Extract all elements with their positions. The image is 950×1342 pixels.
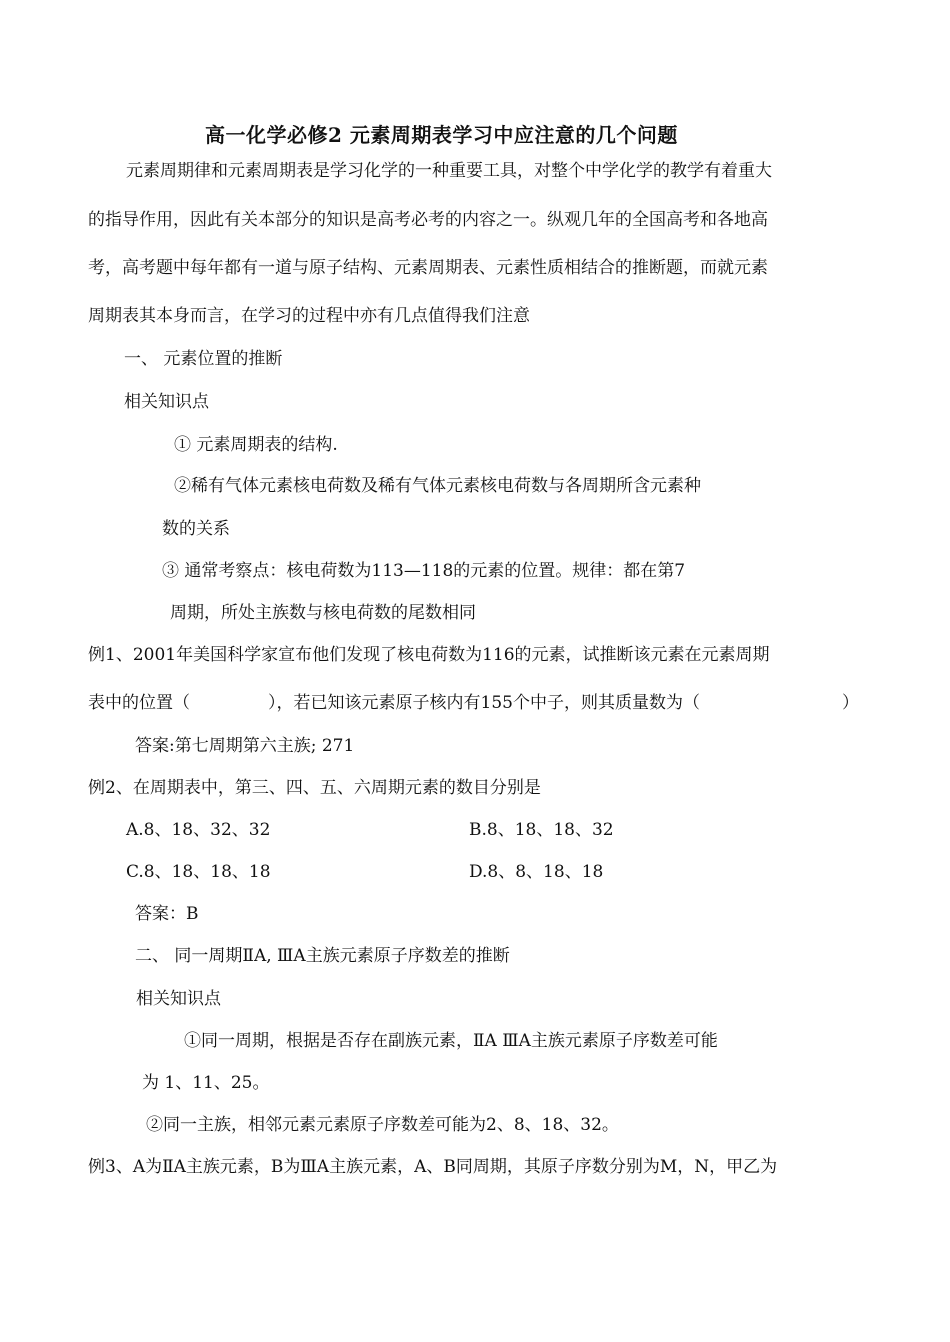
section-1-kp-2b: 数的关系: [162, 519, 230, 539]
example-1-line-1: 例1、2001年美国科学家宣布他们发现了核电荷数为116的元素，试推断该元素在元素周期: [88, 645, 770, 665]
section-2-kp-1a: ①同一周期，根据是否存在副族元素，ⅡA ⅢA主族元素原子序数差可能: [184, 1031, 718, 1051]
intro-line-2: 的指导作用，因此有关本部分的知识是高考必考的内容之一。纵观几年的全国高考和各地高: [88, 210, 768, 230]
intro-line-1: 元素周期律和元素周期表是学习化学的一种重要工具，对整个中学化学的教学有着重大: [126, 161, 772, 181]
page-title: 高一化学必修2 元素周期表学习中应注意的几个问题: [205, 123, 678, 147]
example-1-line-2c: ）: [842, 693, 859, 713]
section-2-heading: 二、 同一周期ⅡA, ⅢA主族元素原子序数差的推断: [135, 946, 510, 966]
example-2-question: 例2、在周期表中，第三、四、五、六周期元素的数目分别是: [88, 778, 541, 798]
section-2-kp-2: ②同一主族，相邻元素元素原子序数差可能为2、8、18、32。: [146, 1115, 619, 1135]
example-2-option-b: B.8、18、18、32: [469, 820, 614, 840]
section-1-kp-2a: ②稀有气体元素核电荷数及稀有气体元素核电荷数与各周期所含元素种: [174, 476, 701, 496]
example-2-option-d: D.8、8、18、18: [469, 862, 604, 882]
example-3-line-1: 例3、A为ⅡA主族元素，B为ⅢA主族元素，A、B同周期，其原子序数分别为M，N，甲乙为: [88, 1157, 778, 1177]
intro-line-4: 周期表其本身而言，在学习的过程中亦有几点值得我们注意: [88, 306, 530, 326]
section-1-kp-3a: ③ 通常考察点：核电荷数为113—118的元素的位置。规律：都在第7: [162, 561, 686, 581]
example-1-line-2b: ），若已知该元素原子核内有155个中子，则其质量数为（: [268, 693, 700, 713]
section-2-kp-label: 相关知识点: [136, 989, 221, 1009]
section-1-kp-3b: 周期，所处主族数与核电荷数的尾数相同: [170, 603, 476, 623]
example-2-option-c: C.8、18、18、18: [126, 862, 271, 882]
intro-line-3: 考，高考题中每年都有一道与原子结构、元素周期表、元素性质相结合的推断题，而就元素: [88, 258, 768, 278]
example-1-line-2a: 表中的位置（: [88, 693, 190, 713]
section-2-kp-1b: 为 1、11、25。: [142, 1073, 270, 1093]
section-1-kp-1: ① 元素周期表的结构.: [174, 435, 338, 455]
example-1-answer: 答案:第七周期第六主族; 271: [135, 736, 355, 756]
section-1-heading: 一、 元素位置的推断: [124, 349, 283, 369]
example-2-option-a: A.8、18、32、32: [126, 820, 271, 840]
example-2-answer: 答案：B: [135, 904, 199, 924]
section-1-kp-label: 相关知识点: [124, 392, 209, 412]
